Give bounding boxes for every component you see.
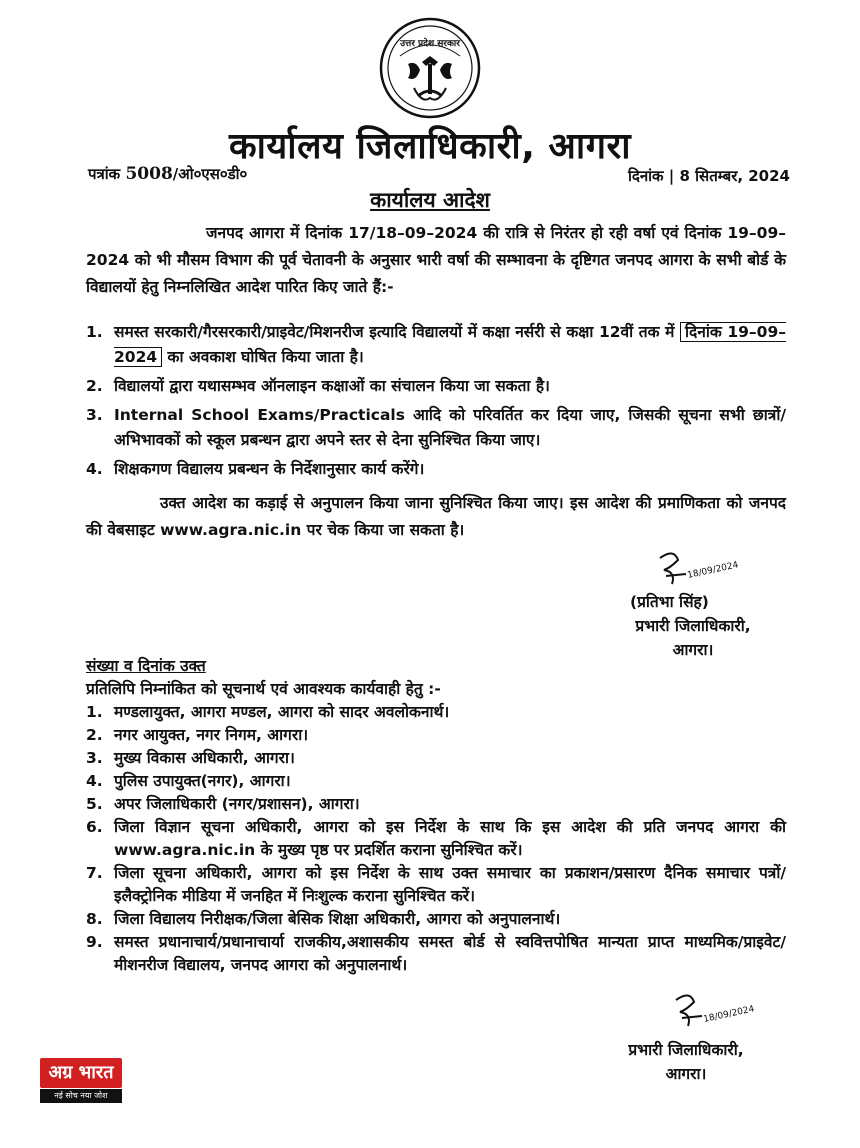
date-label: दिनांक	[627, 167, 664, 185]
list-item: 1. समस्त सरकारी/गैरसरकारी/प्राइवेट/मिशनरीज इत्यादि विद्यालयों में कक्षा नर्सरी से कक्षा 12वीं तक में दिनांक 19–09–2024 का अवकाश घोषित किया जाता है।	[86, 323, 786, 366]
copy-list	[86, 701, 786, 977]
ref-prefix: पत्रांक	[88, 165, 121, 183]
list-item: 4. शिक्षकगण विद्यालय प्रबन्धन के निर्देशानुसार कार्य करेंगे।	[86, 460, 425, 478]
order-date: दिनांक | 8 सितम्बर, 2024	[627, 167, 790, 185]
copy-heading: संख्या व दिनांक उक्त	[86, 657, 206, 675]
list-item: 2. नगर आयुक्त, नगर निगम, आगरा।	[86, 726, 309, 744]
list-item: 1. मण्डलायुक्त, आगरा मण्डल, आगरा को सादर अवलोकनार्थ।	[86, 703, 450, 721]
signatory-name: (प्रतिभा सिंह)	[630, 593, 709, 611]
agra-bharat-logo	[40, 1058, 122, 1104]
list-item: 2. विद्यालयों द्वारा यथासम्भव ऑनलाइन कक्षाओं का संचालन किया जा सकता है।	[86, 377, 550, 395]
signatory-designation: प्रभारी जिलाधिकारी, आगरा।	[628, 1041, 744, 1083]
reference-number	[88, 164, 247, 184]
signature-date: 18/09/2024	[702, 1004, 756, 1025]
signatory-designation: प्रभारी जिलाधिकारी, आगरा।	[635, 617, 751, 659]
logo-tagline: नई सोच नया जोश	[40, 1089, 122, 1103]
signature-mark	[652, 548, 742, 592]
signature-date: 18/09/2024	[686, 560, 740, 581]
list-item: 6. जिला विज्ञान सूचना अधिकारी, आगरा को इस निर्देश के साथ कि इस आदेश की प्रति जनपद आगरा की www.agra.nic.in के मुख्य पृष्ठ पर प्रदर्शित कराना सुनिश्चित करें।	[86, 818, 786, 859]
list-item: 4. पुलिस उपायुक्त(नगर), आगरा।	[86, 772, 291, 790]
list-item: 7. जिला सूचना अधिकारी, आगरा को इस निर्देश के साथ उक्त समाचार का प्रकाशन/प्रसारण दैनिक समाचार पत्रों/इलैक्ट्रोनिक मीडिया में जनहित में निःशुल्क कराना सुनिश्चित करें।	[86, 864, 786, 905]
up-government-emblem	[378, 16, 482, 120]
order-title: कार्यालय आदेश	[370, 188, 490, 212]
list-item: 9. समस्त प्रधानाचार्य/प्रधानाचार्या राजकीय,अशासकीय समस्त बोर्ड से स्ववित्तपोषित मान्यता प्राप्त माध्यमिक/प्राइवेट/मीशनरीज विद्यालय, जनपद आगरा को अनुपालनार्थ।	[86, 933, 786, 974]
list-item: 3. मुख्य विकास अधिकारी, आगरा।	[86, 749, 295, 767]
order-intro: जनपद आगरा में दिनांक 17/18–09–2024 की रात्रि से निरंतर हो रही वर्षा एवं दिनांक 19–09–2024 को भी मौसम विभाग की पूर्व चेतावनी के अनुसार भारी वर्षा की सम्भावना के दृष्टिगत जनपद आगरा के सभी बोर्ड के विद्यालयों हेतु निम्नलिखित आदेश पारित किए जाते हैं:-	[86, 224, 786, 296]
list-item: 8. जिला विद्यालय निरीक्षक/जिला बेसिक शिक्षा अधिकारी, आगरा को अनुपालनार्थ।	[86, 910, 561, 928]
list-item: 5. अपर जिलाधिकारी (नगर/प्रशासन), आगरा।	[86, 795, 360, 813]
date-value: 8 सितम्बर, 2024	[679, 167, 790, 185]
holiday-date-highlight: दिनांक 19–09–2024	[114, 323, 786, 366]
emblem-text: उत्तर प्रदेश सरकार	[400, 39, 460, 49]
ref-suffix: /ओ०एस०डी०	[172, 165, 248, 183]
signature-mark	[668, 990, 758, 1034]
logo-brand: अग्र भारत	[40, 1058, 122, 1088]
copy-intro: प्रतिलिपि निम्नांकित को सूचनार्थ एवं आवश्यक कार्यवाही हेतु :-	[86, 680, 441, 698]
office-title: कार्यालय जिलाधिकारी, आगरा	[228, 126, 632, 167]
ref-number: 5008	[125, 164, 173, 184]
order-list	[86, 320, 786, 486]
closing-paragraph: उक्त आदेश का कड़ाई से अनुपालन किया जाना सुनिश्चित किया जाए। इस आदेश की प्रमाणिकता को जनपद की वेबसाइट www.agra.nic.in पर चेक किया जा सकता है।	[86, 494, 786, 539]
list-item: 3. Internal School Exams/Practicals आदि को परिवर्तित कर दिया जाए, जिसकी सूचना सभी छात्रों/अभिभावकों को स्कूल प्रबन्धन द्वारा अपने स्तर से देना सुनिश्चित किया जाए।	[86, 406, 786, 449]
